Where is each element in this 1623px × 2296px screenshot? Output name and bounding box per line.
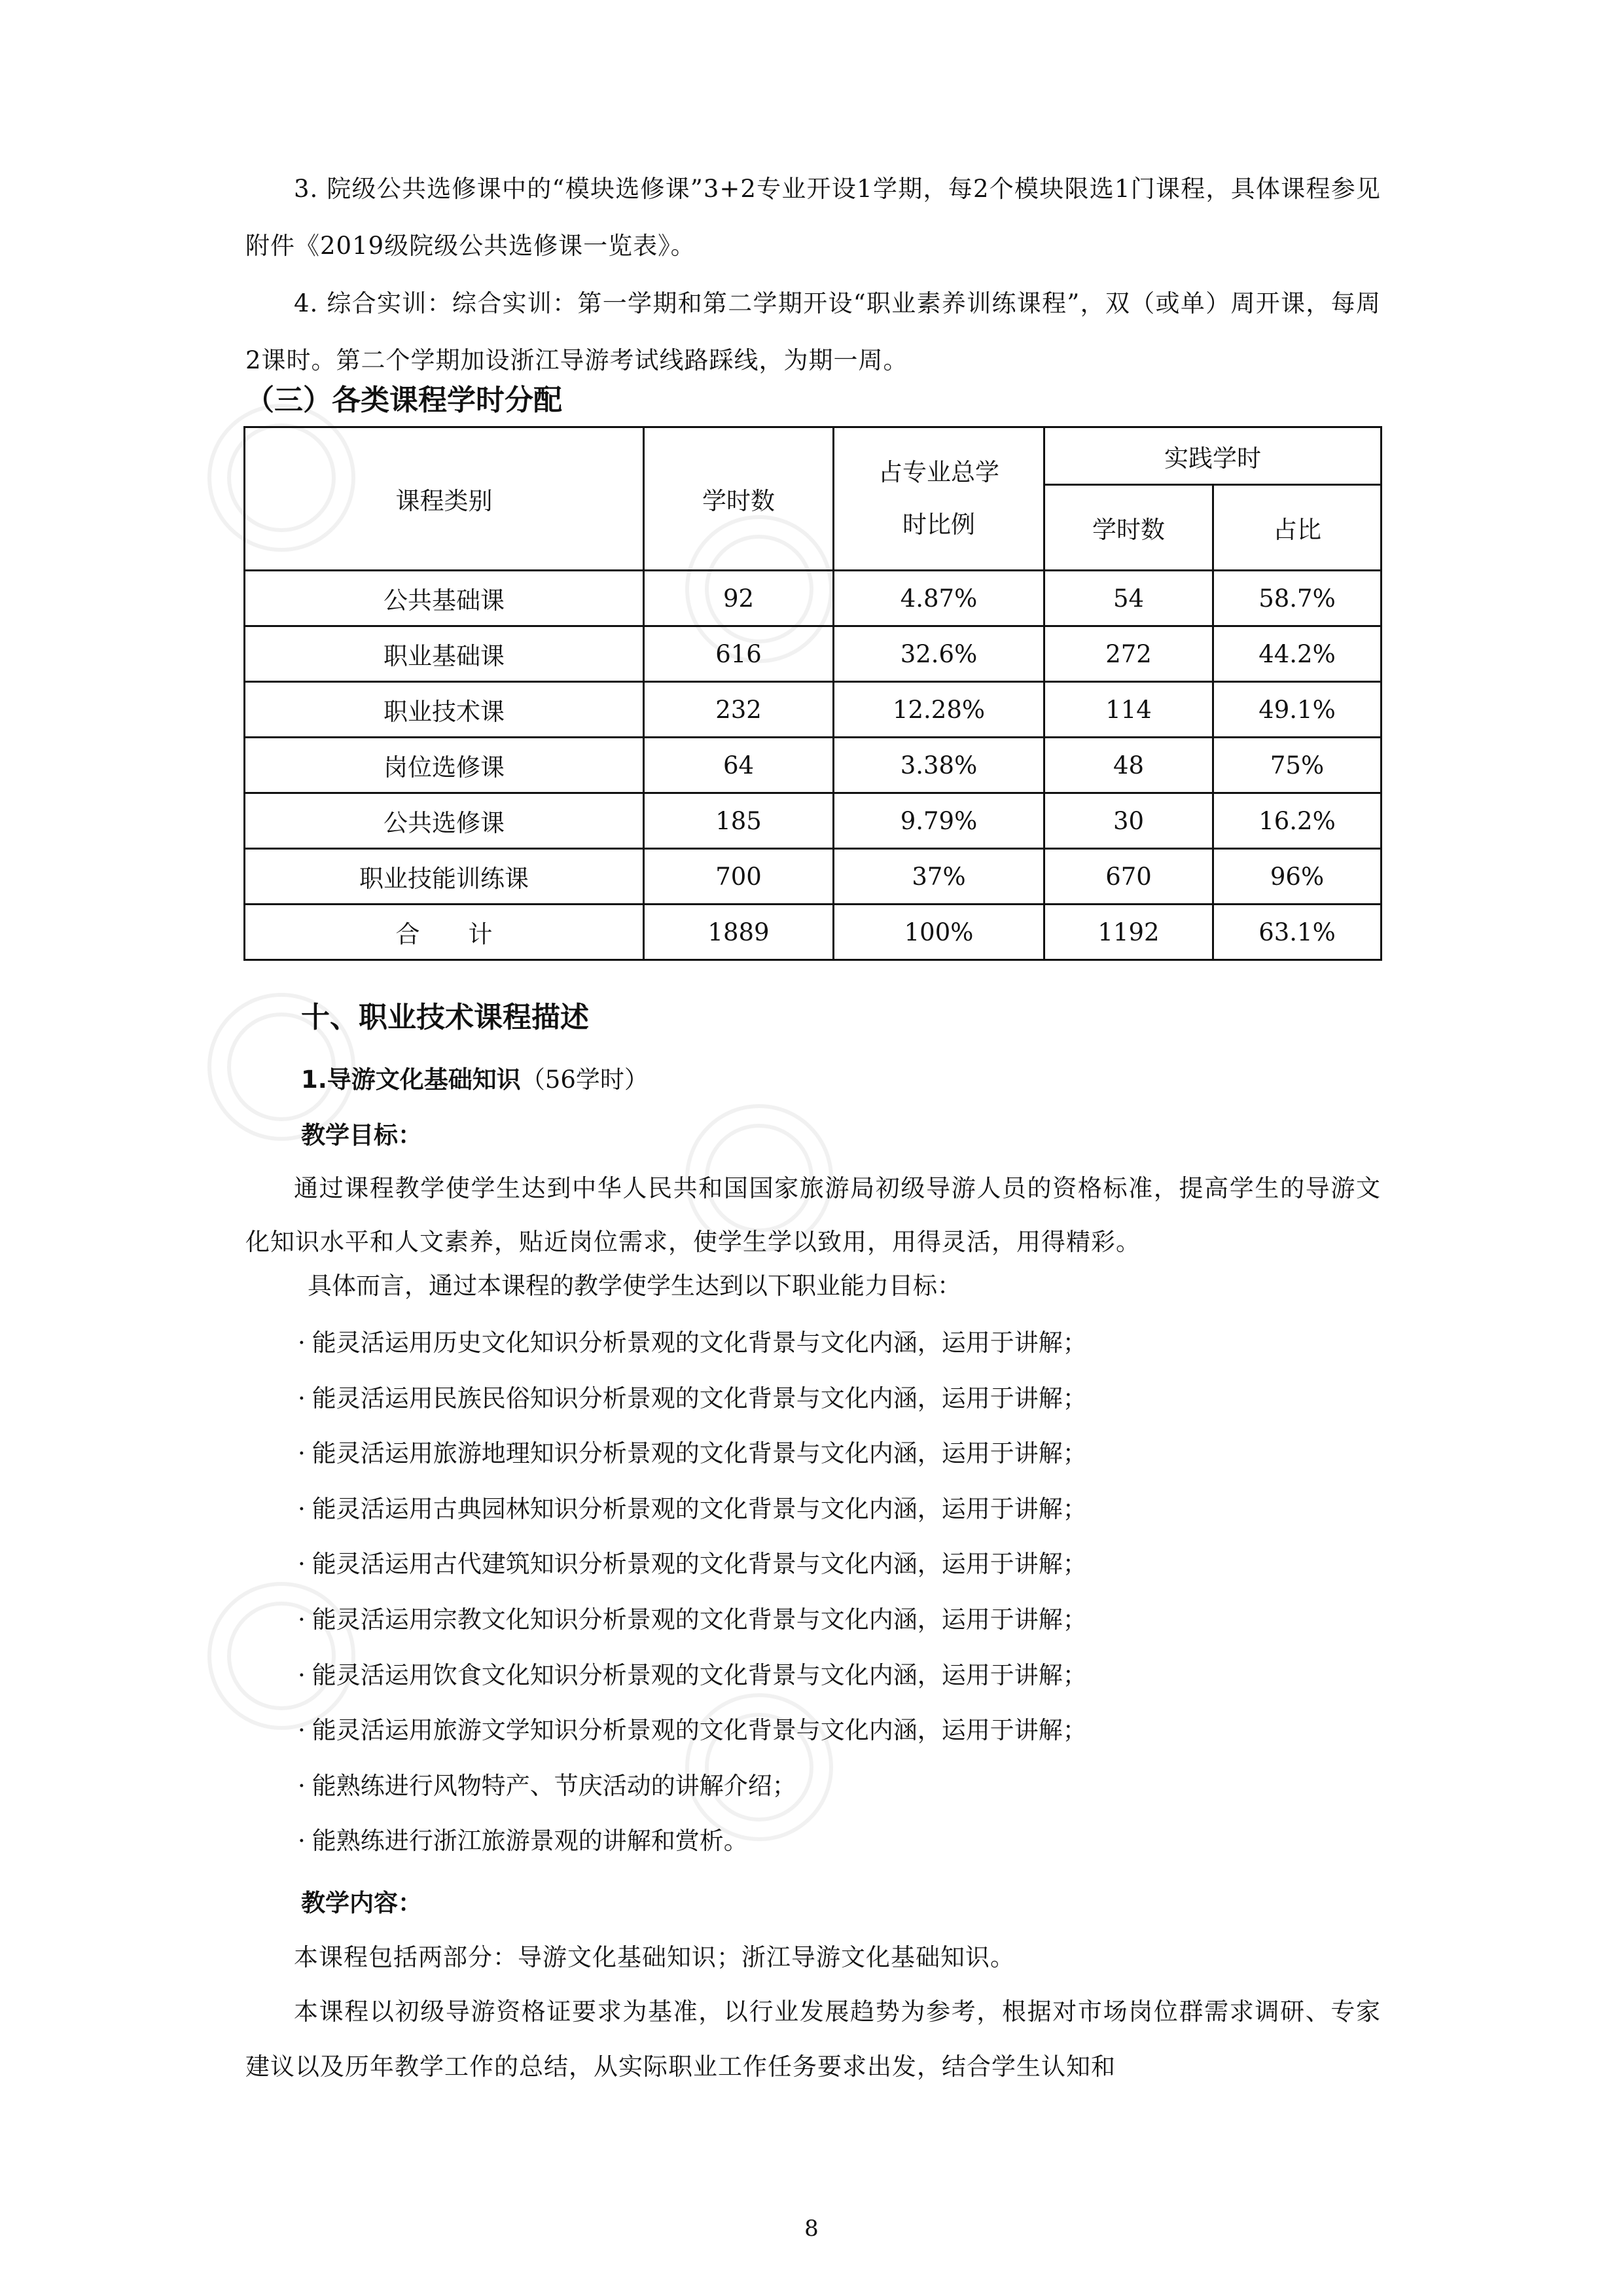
section-title-hours-allocation: （三）各类课程学时分配 [245, 384, 562, 417]
header-practice-ratio: 占比 [1213, 485, 1382, 571]
cell-category: 公共选修课 [245, 793, 644, 849]
list-item: · 能灵活运用历史文化知识分析景观的文化背景与文化内涵，运用于讲解； [298, 1316, 1087, 1371]
cell-practice-ratio: 75% [1213, 738, 1382, 793]
cell-category: 合 计 [245, 905, 644, 960]
teaching-content-paragraph-2: 本课程以初级导游资格证要求为基准，以行业发展趋势为参考，根据对市场岗位群需求调研、专家建议以及历年教学工作的总结，从实际职业工作任务要求出发，结合学生认知和 [245, 1998, 1381, 2081]
cell-practice-hours: 48 [1044, 738, 1213, 793]
header-ratio: 占专业总学时比例 [834, 427, 1044, 571]
cell-category: 公共基础课 [245, 571, 644, 626]
ability-goal-list [298, 1316, 1087, 1869]
table-header-row [245, 427, 1382, 485]
cell-category: 职业技术课 [245, 682, 644, 738]
goal-intro: 具体而言，通过本课程的教学使学生达到以下职业能力目标： [308, 1272, 961, 1300]
table-total-row [245, 905, 1382, 960]
cell-practice-hours: 1192 [1044, 905, 1213, 960]
cell-category: 职业基础课 [245, 626, 644, 682]
cell-practice-ratio: 58.7% [1213, 571, 1382, 626]
table-row [245, 793, 1382, 849]
cell-hours: 700 [644, 849, 834, 905]
cell-category: 岗位选修课 [245, 738, 644, 793]
cell-hours: 92 [644, 571, 834, 626]
course-name: 1.导游文化基础知识 [301, 1066, 521, 1094]
teaching-goal-heading: 教学目标： [301, 1121, 422, 1149]
cell-practice-hours: 30 [1044, 793, 1213, 849]
table-row [245, 682, 1382, 738]
cell-hours: 185 [644, 793, 834, 849]
cell-practice-ratio: 96% [1213, 849, 1382, 905]
list-item: · 能灵活运用旅游文学知识分析景观的文化背景与文化内涵，运用于讲解； [298, 1703, 1087, 1759]
cell-hours: 64 [644, 738, 834, 793]
table-row [245, 849, 1382, 905]
cell-ratio: 4.87% [834, 571, 1044, 626]
header-course-category: 课程类别 [245, 427, 644, 571]
cell-practice-ratio: 44.2% [1213, 626, 1382, 682]
teaching-content-paragraph-1: 本课程包括两部分：导游文化基础知识；浙江导游文化基础知识。 [294, 1943, 1015, 1971]
list-item: · 能熟练进行风物特产、节庆活动的讲解介绍； [298, 1759, 1087, 1814]
list-item: · 能熟练进行浙江旅游景观的讲解和赏析。 [298, 1814, 1087, 1869]
list-item: · 能灵活运用古代建筑知识分析景观的文化背景与文化内涵，运用于讲解； [298, 1537, 1087, 1592]
cell-hours: 1889 [644, 905, 834, 960]
list-item: · 能灵活运用宗教文化知识分析景观的文化背景与文化内涵，运用于讲解； [298, 1592, 1087, 1648]
list-item: · 能灵活运用旅游地理知识分析景观的文化背景与文化内涵，运用于讲解； [298, 1426, 1087, 1482]
list-item: · 能灵活运用古典园林知识分析景观的文化背景与文化内涵，运用于讲解； [298, 1482, 1087, 1537]
cell-ratio: 9.79% [834, 793, 1044, 849]
course-title [301, 1054, 649, 1106]
cell-practice-hours: 670 [1044, 849, 1213, 905]
cell-practice-ratio: 49.1% [1213, 682, 1382, 738]
cell-category: 职业技能训练课 [245, 849, 644, 905]
header-practice-hours: 学时数 [1044, 485, 1213, 571]
cell-ratio: 3.38% [834, 738, 1044, 793]
page-number: 8 [804, 2215, 819, 2242]
list-item: · 能灵活运用民族民俗知识分析景观的文化背景与文化内涵，运用于讲解； [298, 1371, 1087, 1427]
cell-hours: 616 [644, 626, 834, 682]
table-row [245, 738, 1382, 793]
teaching-goal-paragraph: 通过课程教学使学生达到中华人民共和国国家旅游局初级导游人员的资格标准，提高学生的导游文化知识水平和人文素养，贴近岗位需求，使学生学以致用，用得灵活，用得精彩。 [245, 1174, 1381, 1256]
cell-hours: 232 [644, 682, 834, 738]
cell-practice-hours: 54 [1044, 571, 1213, 626]
section-title-course-descriptions: 十、职业技术课程描述 [301, 1001, 589, 1034]
cell-practice-ratio: 63.1% [1213, 905, 1382, 960]
table-row [245, 626, 1382, 682]
list-item: · 能灵活运用饮食文化知识分析景观的文化背景与文化内涵，运用于讲解； [298, 1648, 1087, 1704]
cell-ratio: 37% [834, 849, 1044, 905]
paragraph-comprehensive-training: 4. 综合实训：综合实训：第一学期和第二学期开设“职业素养训练课程”，双（或单）周开课，每周2课时。第二个学期加设浙江导游考试线路踩线，为期一周。 [245, 289, 1381, 374]
header-practice-hours-group: 实践学时 [1044, 427, 1382, 485]
cell-practice-hours: 114 [1044, 682, 1213, 738]
table-row [245, 571, 1382, 626]
cell-practice-ratio: 16.2% [1213, 793, 1382, 849]
cell-ratio: 100% [834, 905, 1044, 960]
paragraph-elective-modules: 3. 院级公共选修课中的“模块选修课”3+2专业开设1学期，每2个模块限选1门课程，具体课程参见附件《2019级院级公共选修课一览表》。 [245, 175, 1381, 260]
course-hours-table [243, 426, 1382, 961]
cell-ratio: 32.6% [834, 626, 1044, 682]
cell-practice-hours: 272 [1044, 626, 1213, 682]
course-hours: （56学时） [520, 1066, 649, 1094]
header-hours: 学时数 [644, 427, 834, 571]
cell-ratio: 12.28% [834, 682, 1044, 738]
teaching-content-heading: 教学内容： [301, 1889, 422, 1917]
